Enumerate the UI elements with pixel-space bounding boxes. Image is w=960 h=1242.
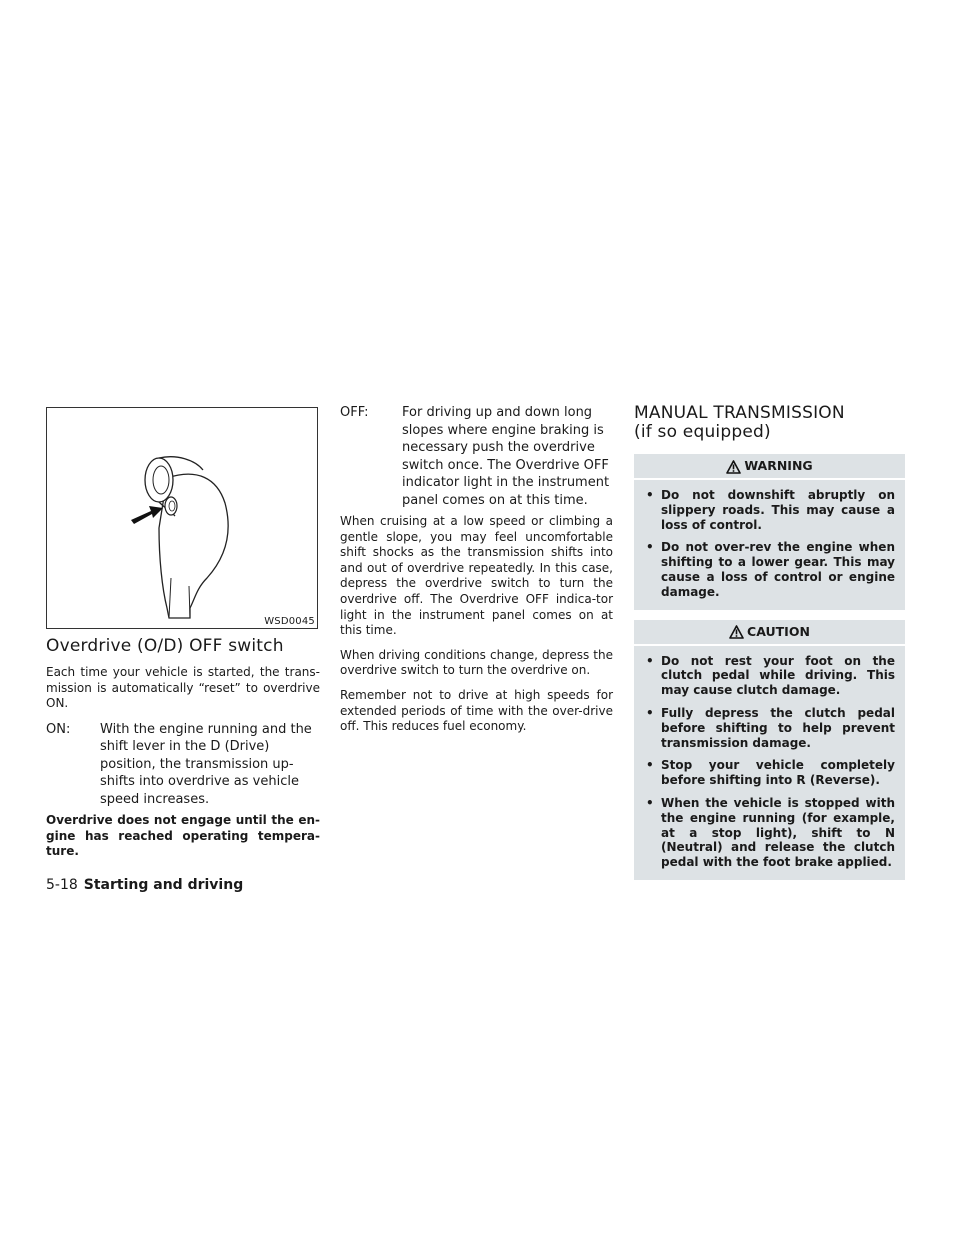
heading-line-2: (if so equipped) [634, 422, 771, 442]
arrow-icon [131, 506, 163, 524]
intro-paragraph: Each time your vehicle is started, the trans-mission is automatically “reset” to overdrive ON. [46, 665, 320, 711]
warning-triangle-icon [729, 625, 744, 639]
list-item: • Fully depress the clutch pedal before shifting to help prevent transmission damage. [646, 705, 895, 750]
section-name: Starting and driving [83, 877, 244, 893]
off-definition [340, 404, 613, 509]
warning-title: WARNING [634, 454, 905, 480]
note-paragraph: Overdrive does not engage until the en-gine has reached operating tempera-ture. [46, 813, 320, 859]
off-description: For driving up and down long slopes where engine braking is necessary push the overdrive switch once. The Overdrive OFF indicator light in the instrument panel comes on at this time. [402, 405, 610, 508]
warning-triangle-icon [726, 460, 741, 474]
caution-title: CAUTION [634, 620, 905, 646]
list-item: • When the vehicle is stopped with the engine running (for example, at a stop light), shift to N (Neutral) and release the clutch pedal with the foot brake applied. [646, 795, 895, 870]
caution-box [634, 620, 905, 880]
left-column [46, 636, 320, 860]
on-description: With the engine running and the shift lever in the D (Drive) position, the transmission up-shifts into overdrive as vehicle speed increases. [100, 721, 312, 807]
list-item: • Stop your vehicle completely before shifting into R (Reverse). [646, 758, 895, 788]
right-column [634, 404, 905, 880]
list-item: • Do not over-rev the engine when shifting to a lower gear. This may cause a loss of control or engine damage. [646, 540, 895, 599]
section-heading: Overdrive (O/D) OFF switch [46, 636, 284, 656]
middle-column [340, 404, 613, 735]
figure-shift-knob [46, 407, 318, 629]
page-number: 5-18 [46, 877, 78, 893]
page-footer [46, 877, 243, 893]
warning-list [646, 488, 895, 600]
paragraph-cruising: When cruising at a low speed or climbing a gentle slope, you may feel uncomfortable shift shocks as the transmission shifts into and out of overdrive repeatedly. In this case, depress the overdrive switch to turn the overdrive off. The Overdrive OFF indica-tor light in the instrument panel comes on at this time. [340, 514, 613, 638]
list-item: • Do not rest your foot on the clutch pedal while driving. This may cause clutch damage. [646, 653, 895, 698]
shift-knob-illustration [47, 408, 317, 628]
paragraph-conditions: When driving conditions change, depress the overdrive switch to turn the overdrive on. [340, 647, 613, 678]
on-term: ON: [46, 721, 71, 737]
on-definition [46, 721, 320, 809]
off-term: OFF: [340, 405, 369, 420]
manual-transmission-heading [634, 404, 905, 442]
heading-line-1: MANUAL TRANSMISSION [634, 403, 845, 423]
list-item: • Do not downshift abruptly on slippery roads. This may cause a loss of control. [646, 488, 895, 532]
caution-list [646, 654, 895, 870]
figure-code: WSD0045 [264, 616, 315, 627]
warning-box [634, 454, 905, 610]
paragraph-high-speed: Remember not to drive at high speeds for extended periods of time with the over-drive off. This reduces fuel economy. [340, 687, 613, 734]
